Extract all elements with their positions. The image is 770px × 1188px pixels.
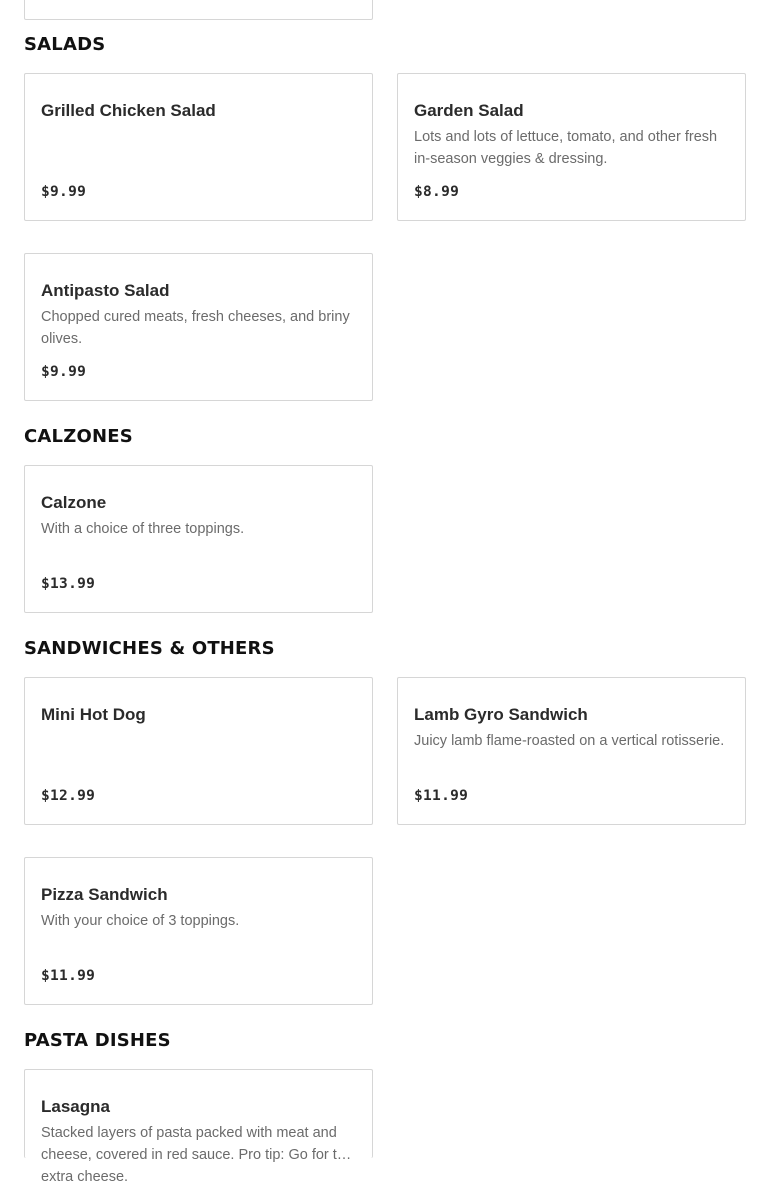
section-title-calzones: CALZONES (24, 426, 133, 447)
item-name: Mini Hot Dog (41, 705, 146, 724)
menu-item-card[interactable] (24, 1069, 373, 1185)
item-price: $8.99 (414, 184, 460, 200)
item-description: Chopped cured meats, fresh cheeses, and briny olives. (41, 309, 350, 347)
item-description: Juicy lamb flame-roasted on a vertical rotisserie. (414, 733, 725, 749)
item-name: Garden Salad (414, 101, 524, 120)
menu-item-card[interactable] (24, 253, 373, 401)
menu-item-card[interactable] (24, 465, 373, 613)
item-price: $11.99 (41, 968, 96, 984)
item-name: Antipasto Salad (41, 281, 170, 300)
item-name: Lamb Gyro Sandwich (414, 705, 588, 724)
section-title-pasta: PASTA DISHES (24, 1030, 171, 1051)
item-price: $9.99 (41, 364, 87, 380)
item-description: Lots and lots of lettuce, tomato, and other fresh in-season veggies & dressing. (414, 129, 718, 167)
item-name: Pizza Sandwich (41, 885, 168, 904)
item-price: $12.99 (41, 788, 96, 804)
item-description: With a choice of three toppings. (41, 521, 245, 537)
item-description: Stacked layers of pasta packed with meat and cheese, covered in red sauce. Pro tip: Go for the extra cheese. (41, 1125, 353, 1185)
menu-item-card-partial[interactable] (24, 0, 373, 20)
item-price: $9.99 (41, 184, 87, 200)
item-description: With your choice of 3 toppings. (41, 913, 240, 929)
menu-item-card[interactable] (24, 73, 373, 221)
menu-item-card[interactable] (397, 73, 746, 221)
section-title-sandwiches: SANDWICHES & OTHERS (24, 638, 275, 659)
menu-item-card[interactable] (24, 857, 373, 1005)
item-name: Grilled Chicken Salad (41, 101, 216, 120)
item-price: $13.99 (41, 576, 96, 592)
item-name: Lasagna (41, 1097, 110, 1116)
menu-item-card[interactable] (397, 677, 746, 825)
menu-item-card[interactable] (24, 677, 373, 825)
section-title-salads: SALADS (24, 34, 106, 55)
item-price: $11.99 (414, 788, 469, 804)
item-name: Calzone (41, 493, 107, 512)
